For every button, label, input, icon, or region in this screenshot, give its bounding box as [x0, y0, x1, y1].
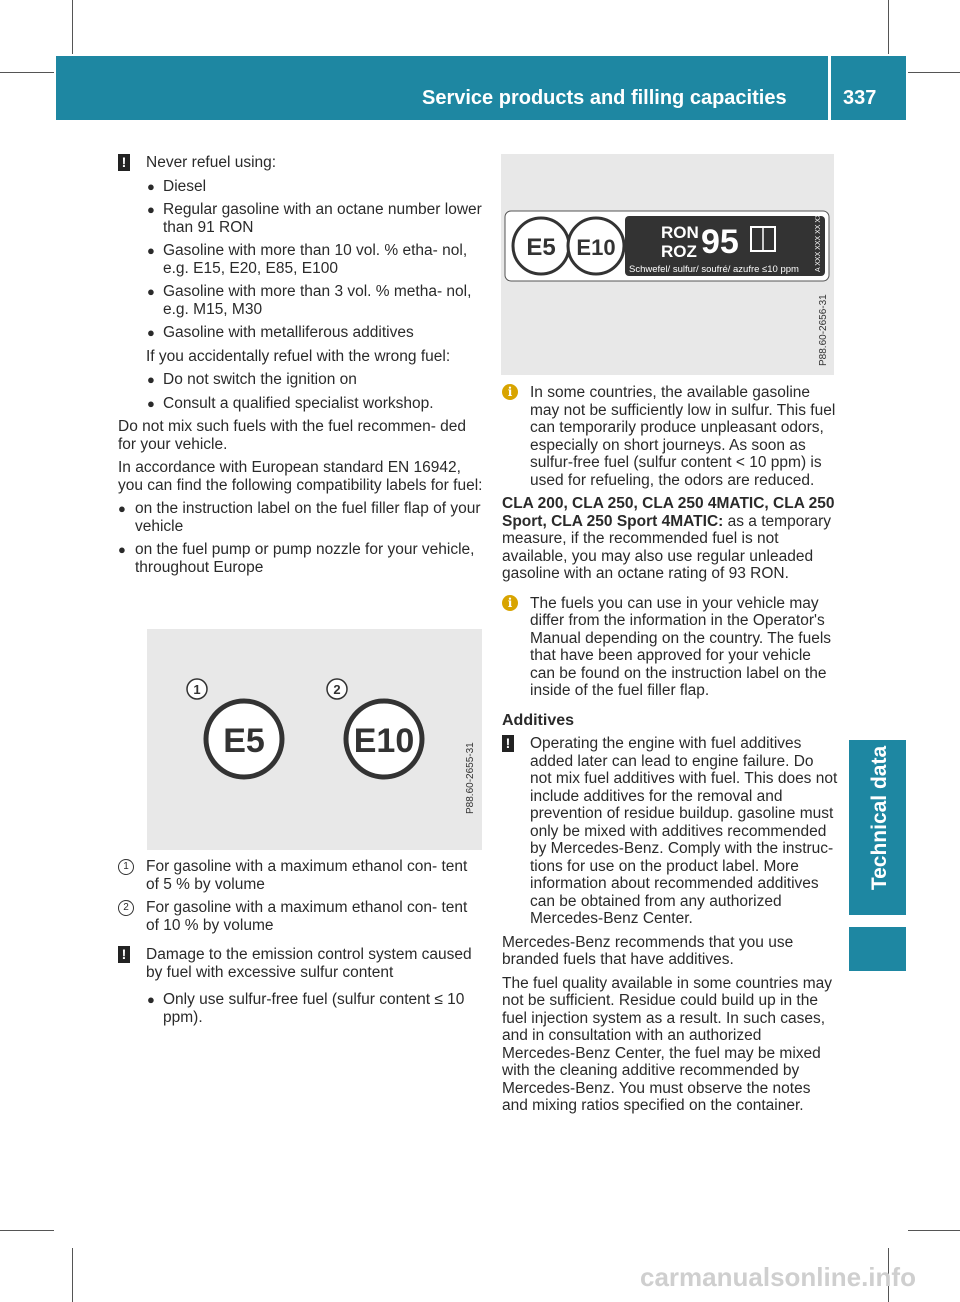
paragraph: The fuel quality available in some countries may not be sufficient. Residue could build up in the fuel injection system as a result. In such cases, and in consultation with an authorized Mercedes-Benz Center, the fuel may be mixed with the cleaning additive recommended by Mercedes-Benz. You must observe the notes and mixing ratios specified on the container.	[502, 974, 832, 1114]
list-item: ● Regular gasoline with an octane number lower than 91 RON	[147, 201, 482, 236]
crop-mark	[908, 72, 960, 73]
crop-mark	[72, 1248, 73, 1302]
list-item: ● on the fuel pump or pump nozzle for your vehicle, throughout Europe	[118, 541, 475, 576]
section-heading: Additives	[502, 711, 575, 729]
info-paragraph: i The fuels you can use in your vehicle may differ from the information in the Operator's Manual depending on the country. The fuels that have been approved for your vehicle can be found on the instruction label on the inside of the fuel filler flap.	[502, 595, 838, 700]
fuel-pump-label-figure	[501, 154, 834, 375]
page-title: Service products and filling capacities	[422, 87, 787, 109]
warning-paragraph: ! Operating the engine with fuel additives added later can lead to engine failure. Do not mix fuel additives with fuel. This does not include additives for the removal and prevention of residue buildup. gasoline must only be mixed with additives recommended by Mercedes-Benz. Comply with the instruc- tions for use on the product label. More information about recommended additives can be obtained from any authorized Mercedes-Benz Center.	[502, 735, 838, 928]
page-number: 337	[843, 87, 877, 109]
list-item: ● Only use sulfur-free fuel (sulfur content ≤ 10 ppm).	[147, 991, 465, 1026]
callout-2-marker: 2	[118, 900, 134, 916]
octane-number: 95	[701, 223, 739, 261]
pump-label-illustration	[501, 154, 834, 375]
watermark: carmanualsonline.info	[640, 1262, 916, 1292]
model-list: CLA 200, CLA 250, CLA 250 4MATIC, CLA 250 Sport, CLA 250 Sport 4MATIC:	[502, 495, 835, 530]
paragraph: CLA 200, CLA 250, CLA 250 4MATIC, CLA 250 Sport, CLA 250 Sport 4MATIC: as a temporary measure, if the recommended fuel is not available, you may also use regular unleaded gasoline with an octane rating of 93 RON.	[502, 495, 835, 582]
bullet-icon: ●	[147, 992, 155, 1007]
bullet-icon: ●	[147, 284, 155, 299]
legend-item: 1 For gasoline with a maximum ethanol con- tent of 5 % by volume	[118, 858, 483, 893]
paragraph: Do not mix such fuels with the fuel recommen- ded for your vehicle.	[118, 418, 467, 453]
bullet-icon: ●	[147, 243, 155, 258]
left-column-top	[118, 154, 483, 576]
crop-mark	[888, 0, 889, 54]
callout-2: 2	[333, 682, 341, 697]
fuel-label-figure	[147, 629, 482, 850]
side-code: A XXX XXX XX XX	[815, 213, 822, 272]
legend-item: 2 For gasoline with a maximum ethanol con- tent of 10 % by volume	[118, 899, 483, 934]
right-column	[502, 384, 838, 1115]
warning-paragraph: ! Damage to the emission control system caused by fuel with excessive sulfur content	[118, 946, 483, 981]
header-divider	[828, 56, 831, 120]
callout-1-marker: 1	[118, 859, 134, 875]
warning-icon: !	[118, 154, 130, 171]
list-item: ● Gasoline with more than 3 vol. % metha- nol, e.g. M15, M30	[147, 283, 472, 318]
section-tab-label: Technical data	[868, 745, 891, 891]
info-icon: i	[502, 384, 518, 400]
paragraph: Mercedes-Benz recommends that you use branded fuels that have additives.	[502, 933, 794, 968]
e10-label: E10	[353, 722, 415, 760]
crop-mark	[908, 1230, 960, 1231]
bullet-icon: ●	[147, 372, 155, 387]
left-column-bottom	[118, 858, 483, 1026]
bullet-icon: ●	[118, 542, 126, 557]
info-icon: i	[502, 595, 518, 611]
paragraph: In accordance with European standard EN 16942, you can find the following compatibility labels for fuel:	[118, 459, 483, 494]
crop-mark	[0, 1230, 54, 1231]
bullet-icon: ●	[147, 395, 155, 411]
figure-reference: P88.60-2656-31	[818, 294, 829, 366]
paragraph: If you accidentally refuel with the wrong fuel:	[146, 347, 451, 365]
ron-text: RON	[661, 223, 699, 242]
warning-paragraph: ! Never refuel using:	[118, 154, 483, 172]
e5-label: E5	[223, 722, 265, 760]
roz-text: ROZ	[661, 242, 697, 261]
list-item: ● on the instruction label on the fuel filler flap of your vehicle	[118, 500, 481, 535]
figure-reference: P88.60-2655-31	[465, 742, 476, 814]
warning-icon: !	[118, 946, 130, 963]
bullet-icon: ●	[147, 178, 155, 194]
fuel-label-illustration	[147, 629, 482, 850]
warning-icon: !	[502, 735, 514, 752]
callout-1: 1	[193, 682, 201, 697]
list-item: ● Consult a qualified specialist workshop.	[147, 394, 434, 412]
e5-label: E5	[526, 234, 556, 261]
list-item: ● Diesel	[147, 177, 207, 195]
e10-label: E10	[576, 235, 616, 260]
bullet-icon: ●	[118, 501, 126, 516]
sulfur-text: Schwefel/ sulfur/ soufré/ azufre ≤10 ppm	[629, 264, 799, 275]
bullet-icon: ●	[147, 202, 155, 217]
crop-mark	[0, 72, 54, 73]
list-item: ● Gasoline with more than 10 vol. % etha- nol, e.g. E15, E20, E85, E100	[147, 242, 468, 277]
list-item: ● Do not switch the ignition on	[147, 371, 357, 388]
crop-mark	[72, 0, 73, 54]
bullet-icon: ●	[147, 325, 155, 340]
list-item: ● Gasoline with metalliferous additives	[147, 324, 414, 341]
info-paragraph: i In some countries, the available gasoline may not be sufficiently low in sulfur. This fuel can temporarily produce unpleasant odors, especially on short journeys. As soon as sulfur-free fuel (sulfur content < 10 ppm) is used for refueling, the odors are reduced.	[502, 384, 838, 489]
section-tab-marker	[849, 927, 906, 971]
